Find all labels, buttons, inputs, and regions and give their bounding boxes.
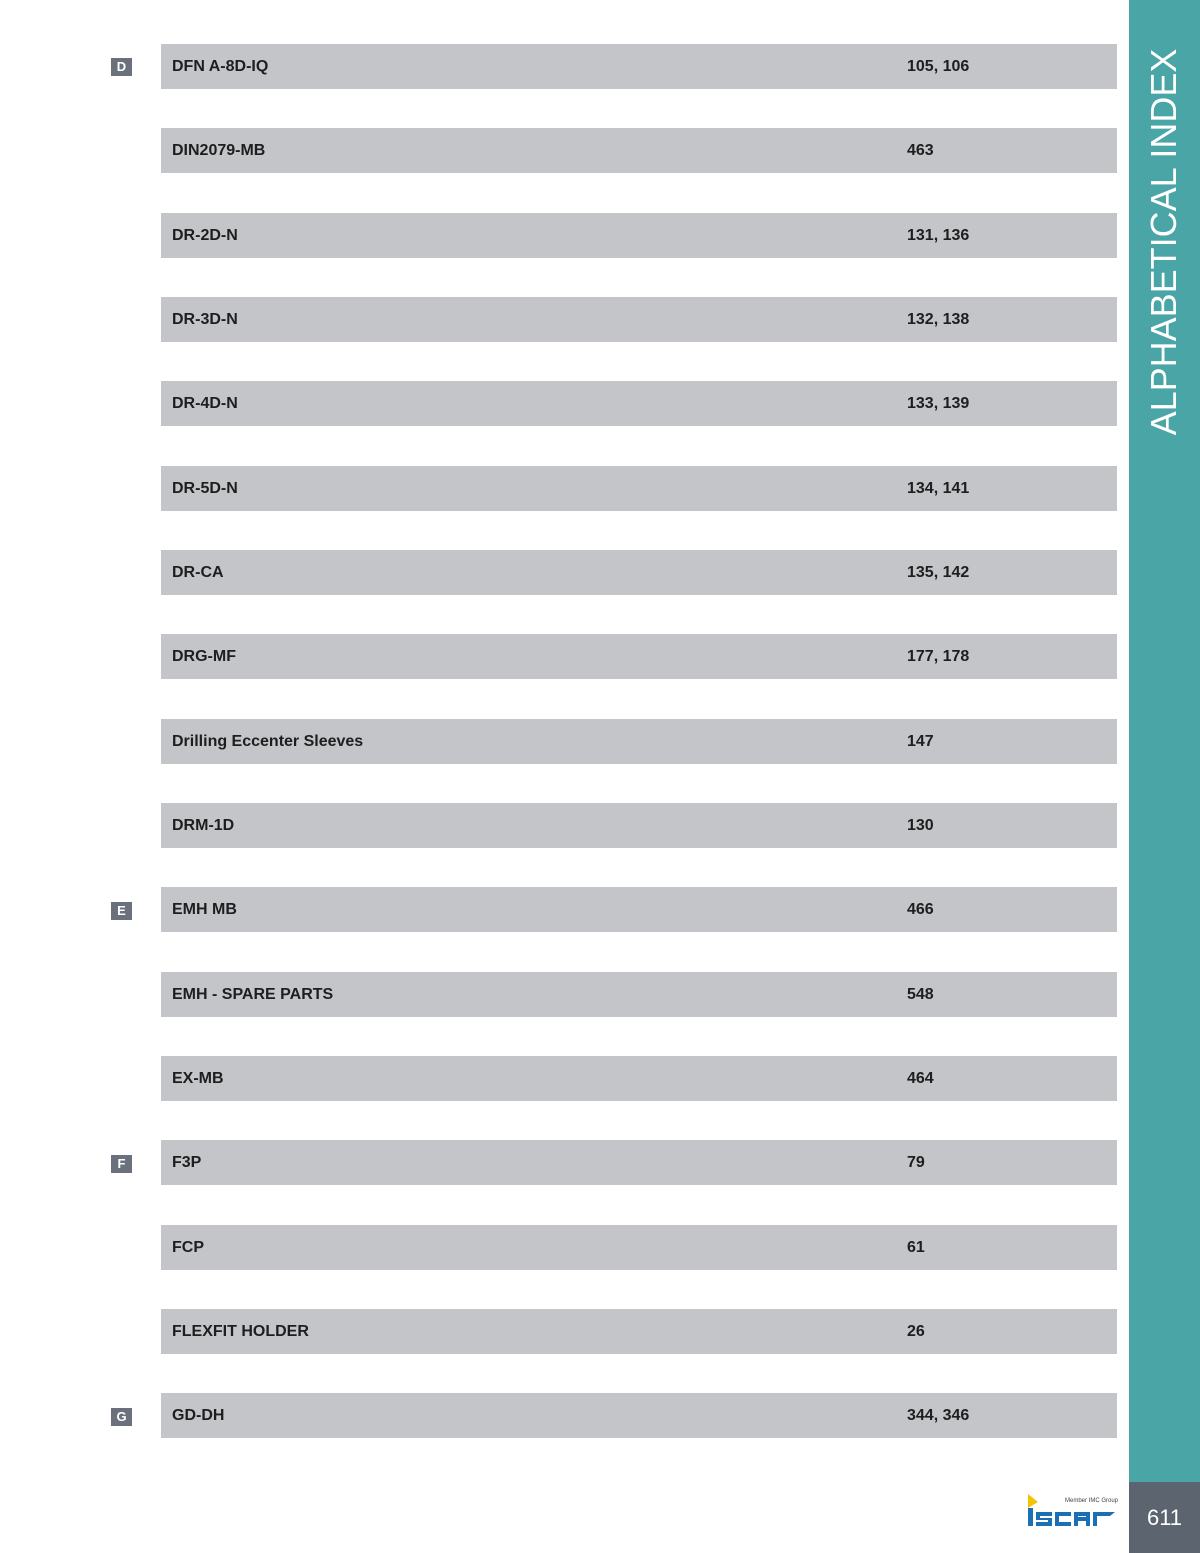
entry-pages: 463 xyxy=(907,142,934,159)
index-row xyxy=(161,719,1117,764)
logo-letter-r xyxy=(1093,1512,1115,1526)
entry-pages: 134, 141 xyxy=(907,480,970,497)
index-row xyxy=(161,1309,1117,1354)
entry-name: EX-MB xyxy=(172,1070,224,1087)
entry-pages: 466 xyxy=(907,901,934,918)
entry-name: DIN2079-MB xyxy=(172,142,266,159)
entry-pages: 464 xyxy=(907,1070,934,1087)
letter-badge-g: G xyxy=(111,1408,132,1426)
index-row xyxy=(161,1225,1117,1270)
index-row xyxy=(161,972,1117,1017)
entry-pages: 131, 136 xyxy=(907,227,970,244)
entry-pages: 105, 106 xyxy=(907,58,970,75)
entry-name: DR-CA xyxy=(172,564,224,581)
index-row xyxy=(161,1393,1117,1438)
index-row xyxy=(161,887,1117,932)
entry-pages: 133, 139 xyxy=(907,395,970,412)
logo-flag xyxy=(1028,1494,1038,1508)
entry-name: EMH - SPARE PARTS xyxy=(172,986,334,1003)
entry-name: GD-DH xyxy=(172,1407,225,1424)
index-row xyxy=(161,128,1117,173)
index-row xyxy=(161,803,1117,848)
letter-badge-f: F xyxy=(111,1155,132,1173)
logo-letter-i xyxy=(1028,1508,1033,1526)
logo-tagline: Member IMC Group xyxy=(1064,1498,1118,1504)
entry-pages: 132, 138 xyxy=(907,311,970,328)
page-number: 611 xyxy=(1129,1482,1200,1553)
entry-name: DFN A-8D-IQ xyxy=(172,58,269,75)
entry-pages: 177, 178 xyxy=(907,648,970,665)
entry-pages: 26 xyxy=(907,1323,925,1340)
iscar-logo xyxy=(1026,1492,1122,1528)
index-row xyxy=(161,381,1117,426)
entry-name: DR-2D-N xyxy=(172,227,238,244)
index-row xyxy=(161,1056,1117,1101)
entry-pages: 61 xyxy=(907,1239,925,1256)
entry-name: DRG-MF xyxy=(172,648,236,665)
entry-pages: 344, 346 xyxy=(907,1407,970,1424)
entry-pages: 135, 142 xyxy=(907,564,970,581)
letter-badge-e: E xyxy=(111,902,132,920)
index-row xyxy=(161,1140,1117,1185)
index-row xyxy=(161,550,1117,595)
entry-name: FLEXFIT HOLDER xyxy=(172,1323,309,1340)
logo-letter-c xyxy=(1055,1512,1071,1526)
logo-letter-s xyxy=(1036,1512,1052,1526)
entry-name: FCP xyxy=(172,1239,204,1256)
section-title: ALPHABETICAL INDEX xyxy=(1143,48,1184,436)
entry-name: EMH MB xyxy=(172,901,237,918)
index-row xyxy=(161,634,1117,679)
entry-name: Drilling Eccenter Sleeves xyxy=(172,733,364,750)
index-row xyxy=(161,213,1117,258)
logo-letter-a xyxy=(1074,1512,1090,1526)
index-row xyxy=(161,44,1117,89)
entry-name: DRM-1D xyxy=(172,817,235,834)
index-row xyxy=(161,297,1117,342)
index-row xyxy=(161,466,1117,511)
entry-pages: 147 xyxy=(907,733,934,750)
entry-pages: 548 xyxy=(907,986,934,1003)
entry-name: F3P xyxy=(172,1154,202,1171)
entry-name: DR-4D-N xyxy=(172,395,238,412)
entry-pages: 79 xyxy=(907,1154,925,1171)
entry-name: DR-3D-N xyxy=(172,311,238,328)
entry-name: DR-5D-N xyxy=(172,480,238,497)
entry-pages: 130 xyxy=(907,817,934,834)
letter-badge-d: D xyxy=(111,58,132,76)
